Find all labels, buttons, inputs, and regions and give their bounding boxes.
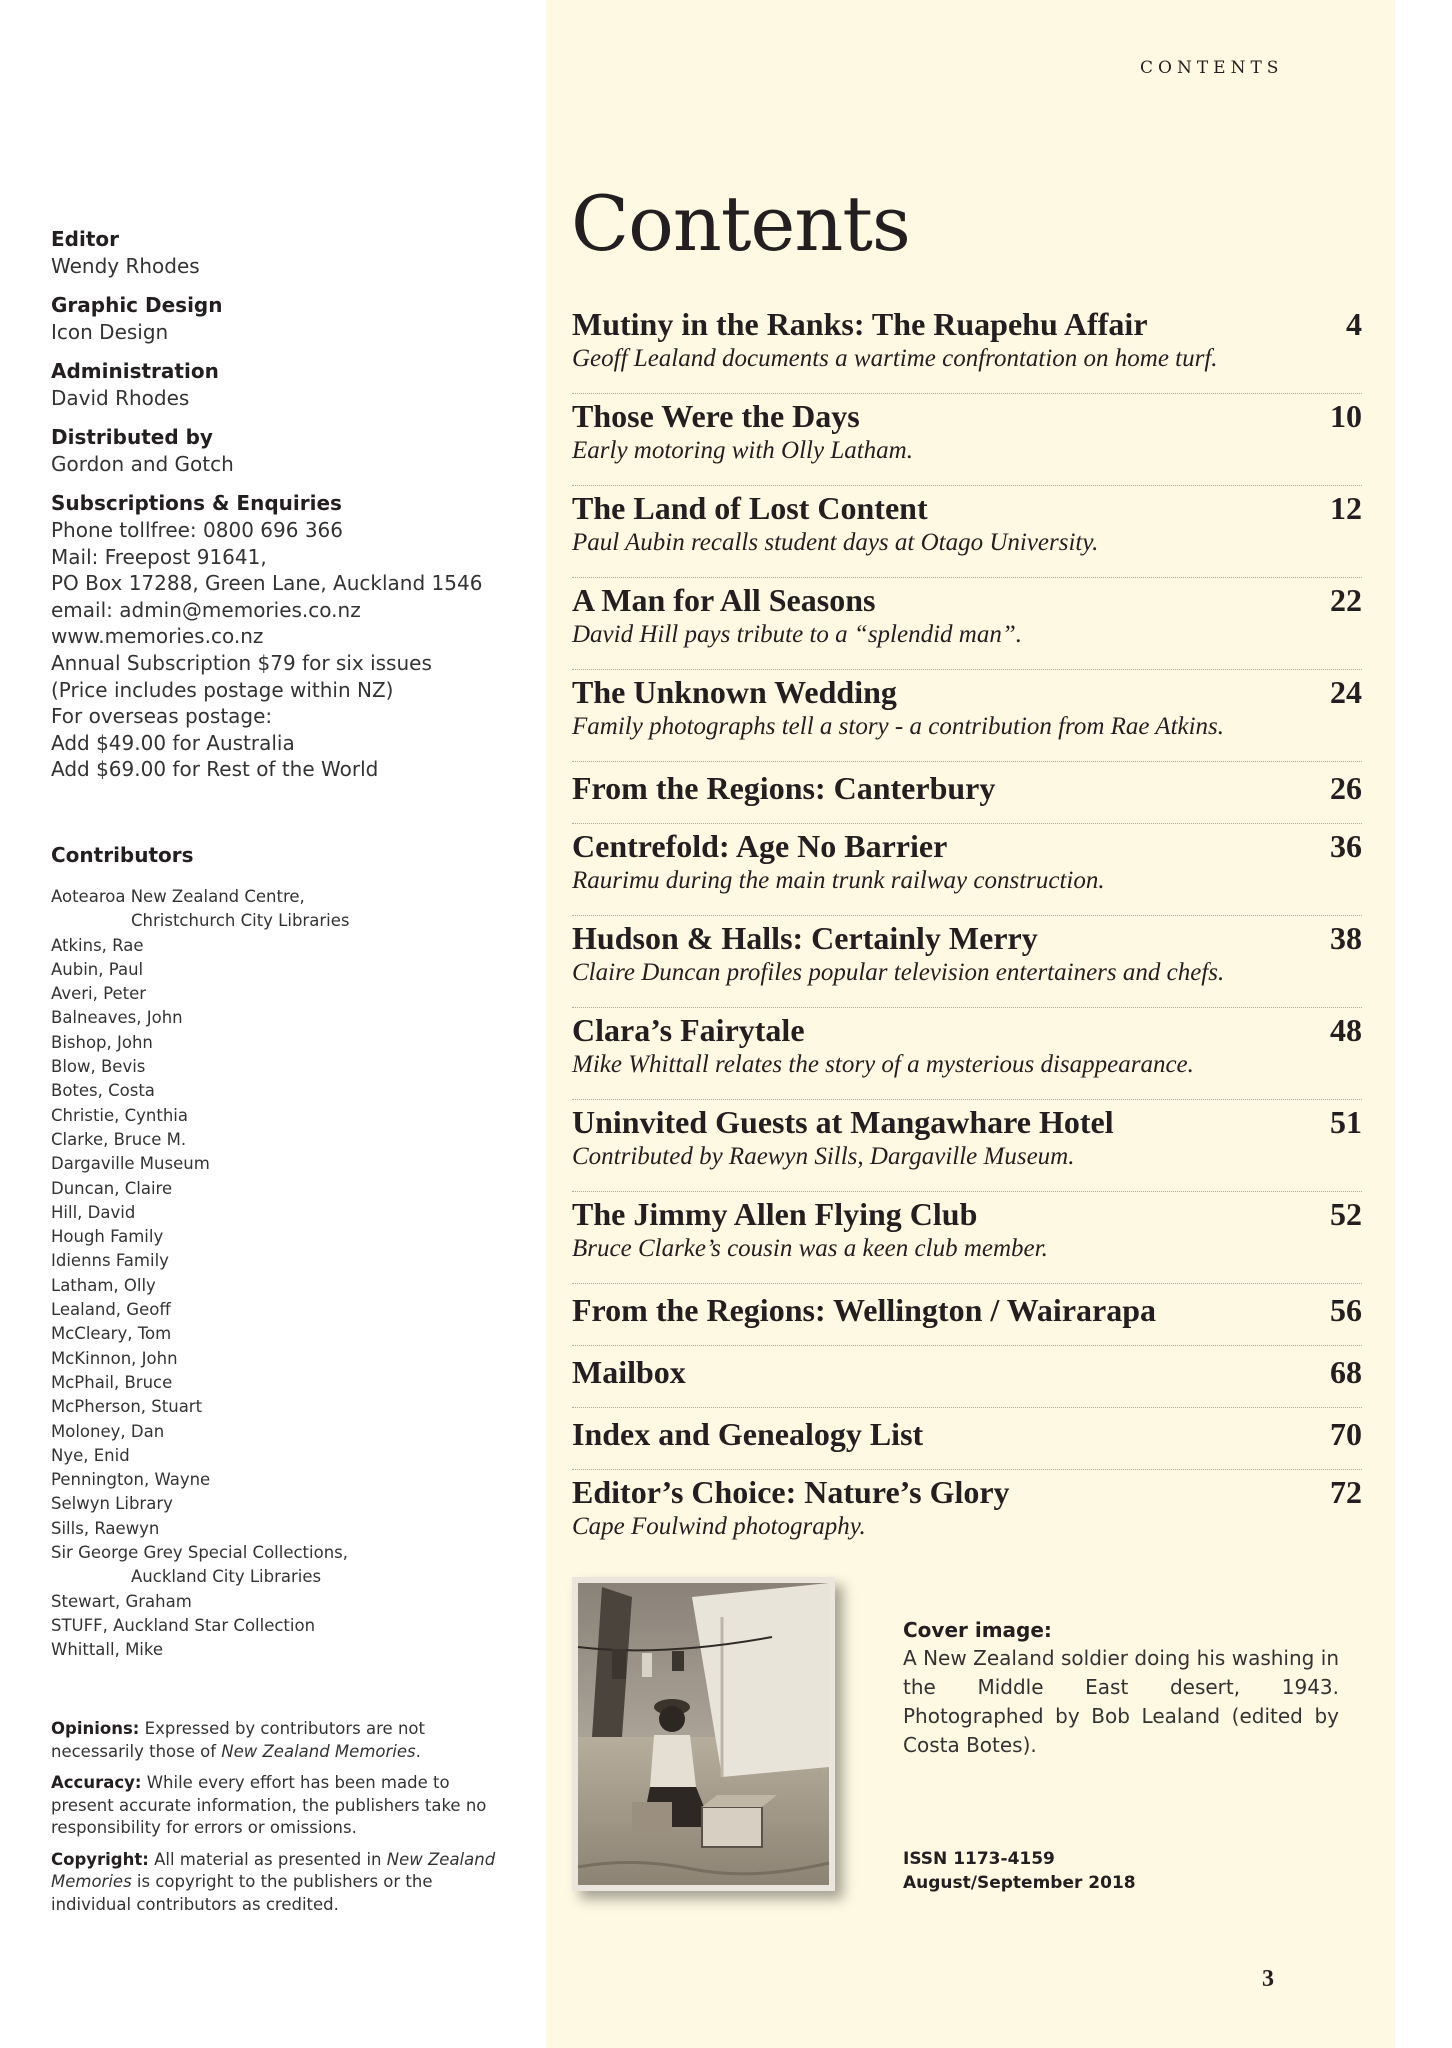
toc-entry-row (572, 1352, 1362, 1392)
contributor-name: Blow, Bevis (51, 1057, 146, 1077)
cover-photo (572, 1577, 835, 1891)
toc-entry[interactable] (572, 1408, 1362, 1470)
contributor-name: Sir George Grey Special Collections, (51, 1543, 348, 1563)
opinions-label: Opinions: (51, 1719, 140, 1738)
contributor-name: Averi, Peter (51, 984, 147, 1004)
subscriptions-details (51, 517, 511, 783)
accuracy-note (51, 1772, 501, 1840)
toc-entry-row (572, 1414, 1362, 1454)
subscription-line: www.memories.co.nz (51, 624, 264, 649)
toc-entry-title: The Unknown Wedding (572, 674, 897, 710)
editor-name: Wendy Rhodes (51, 254, 200, 278)
cover-caption (903, 1616, 1339, 1760)
issue-date: August/September 2018 (903, 1873, 1136, 1893)
subscription-line: Phone tollfree: 0800 696 366 (51, 518, 343, 542)
toc-entry-description: Paul Aubin recalls student days at Otago University. (572, 529, 1099, 556)
opinions-note (51, 1718, 501, 1763)
table-of-contents (572, 302, 1362, 1562)
contributor-name: Duncan, Claire (51, 1178, 173, 1198)
toc-entry-description: Claire Duncan profiles popular television entertainers and chefs. (572, 959, 1225, 986)
toc-entry-title: From the Regions: Canterbury (572, 770, 996, 806)
subscription-line: PO Box 17288, Green Lane, Auckland 1546 (51, 571, 483, 596)
toc-entry-row (572, 396, 1362, 436)
contributor-name: Botes, Costa (51, 1081, 155, 1101)
toc-entry-page: 51 (1330, 1104, 1362, 1140)
toc-entry-page: 26 (1330, 770, 1362, 806)
subscription-line: Add $69.00 for Rest of the World (51, 757, 379, 782)
contributor-name: Idienns Family (51, 1251, 169, 1271)
toc-entry[interactable] (572, 1470, 1362, 1562)
toc-entry-title: A Man for All Seasons (572, 582, 876, 618)
toc-entry-description: Geoff Lealand documents a wartime confrontation on home turf. (572, 345, 1218, 372)
toc-entry[interactable] (572, 1192, 1362, 1284)
subscriptions-label: Subscriptions & Enquiries (51, 491, 342, 515)
contributor-name: Selwyn Library (51, 1494, 173, 1514)
toc-entry-row (572, 1194, 1362, 1234)
toc-entry-page: 12 (1330, 490, 1362, 526)
toc-entry-description: David Hill pays tribute to a “splendid man”. (572, 621, 1022, 648)
copyright-note (51, 1849, 501, 1917)
cover-caption-label: Cover image: (903, 1618, 1052, 1642)
toc-entry-page: 10 (1330, 398, 1362, 434)
toc-entry-page: 70 (1330, 1416, 1362, 1452)
toc-entry-page: 72 (1330, 1474, 1362, 1510)
masthead (51, 226, 511, 795)
toc-entry[interactable] (572, 670, 1362, 762)
contributors-section (51, 842, 511, 1663)
toc-entry-page: 22 (1330, 582, 1362, 618)
graphic-design-label: Graphic Design (51, 293, 223, 317)
distributed-block (51, 424, 511, 478)
page-number: 3 (1262, 1966, 1274, 1992)
contributors-label: Contributors (51, 843, 194, 867)
page-title: Contents (571, 179, 910, 268)
contributor-name: Dargaville Museum (51, 1154, 210, 1174)
toc-entry-title: Editor’s Choice: Nature’s Glory (572, 1474, 1010, 1510)
toc-entry-row (572, 1010, 1362, 1050)
contributor-name: Hough Family (51, 1227, 164, 1247)
toc-entry[interactable] (572, 1346, 1362, 1408)
toc-entry-row (572, 488, 1362, 528)
toc-entry-title: Hudson & Halls: Certainly Merry (572, 920, 1038, 956)
toc-entry[interactable] (572, 1008, 1362, 1100)
toc-entry-description: Early motoring with Olly Latham. (572, 437, 913, 464)
contributor-name: McPherson, Stuart (51, 1397, 203, 1417)
toc-entry-description: Bruce Clarke’s cousin was a keen club member. (572, 1235, 1048, 1262)
contributor-name: Latham, Olly (51, 1275, 156, 1295)
issn-block (903, 1847, 1136, 1895)
distributed-name: Gordon and Gotch (51, 452, 234, 476)
contributor-name: Bishop, John (51, 1032, 153, 1052)
administration-label: Administration (51, 359, 219, 383)
subscription-line: Annual Subscription $79 for six issues (51, 650, 432, 675)
toc-entry-description: Mike Whittall relates the story of a mysterious disappearance. (572, 1051, 1194, 1078)
contributor-name: STUFF, Auckland Star Collection (51, 1615, 316, 1635)
toc-entry-page: 48 (1330, 1012, 1362, 1048)
toc-entry-row (572, 768, 1362, 808)
editor-block (51, 226, 511, 280)
administration-block (51, 358, 511, 412)
subscription-line: Mail: Freepost 91641, (51, 544, 267, 569)
toc-entry-row (572, 918, 1362, 958)
legal-notes (51, 1718, 501, 1925)
toc-entry-row (572, 1290, 1362, 1330)
copyright-end: is copyright to the publishers or the individual contributors as credited. (51, 1872, 433, 1914)
toc-entry[interactable] (572, 578, 1362, 670)
graphic-design-block (51, 292, 511, 346)
opinions-end: . (415, 1741, 421, 1761)
contributor-name: Balneaves, John (51, 1008, 183, 1028)
contributor-name: Aotearoa New Zealand Centre, (51, 887, 305, 906)
toc-entry[interactable] (572, 394, 1362, 486)
toc-entry[interactable] (572, 1284, 1362, 1346)
toc-entry-page: 4 (1346, 306, 1362, 342)
distributed-label: Distributed by (51, 425, 213, 449)
toc-entry-title: Index and Genealogy List (572, 1416, 924, 1452)
contributor-name: Whittall, Mike (51, 1640, 164, 1660)
toc-entry-row (572, 1472, 1362, 1512)
cover-caption-text: A New Zealand soldier doing his washing in the Middle East desert, 1943. Photographed by Bob Lealand (edited by Costa Botes). (903, 1646, 1339, 1757)
toc-entry-title: From the Regions: Wellington / Wairarapa (572, 1292, 1157, 1328)
opinions-text: Expressed by contributors are not necessarily those of (51, 1719, 425, 1761)
running-head: CONTENTS (1140, 58, 1284, 78)
contributor-name: Clarke, Bruce M. (51, 1129, 187, 1149)
contributor-name: Atkins, Rae (51, 935, 144, 955)
subscription-line: (Price includes postage within NZ) (51, 677, 394, 702)
contributor-name: Lealand, Geoff (51, 1300, 171, 1320)
opinions-publication: New Zealand Memories (221, 1741, 416, 1761)
subscription-line: email: admin@memories.co.nz (51, 597, 361, 622)
toc-entry-description: Raurimu during the main trunk railway construction. (572, 867, 1105, 894)
toc-entry-description: Family photographs tell a story - a contribution from Rae Atkins. (572, 713, 1225, 740)
toc-entry-title: Clara’s Fairytale (572, 1012, 805, 1048)
issn-number: ISSN 1173-4159 (903, 1849, 1055, 1869)
graphic-design-name: Icon Design (51, 320, 169, 344)
contributor-name: Auckland City Libraries (131, 1567, 322, 1587)
subscription-line: Add $49.00 for Australia (51, 730, 295, 755)
accuracy-label: Accuracy: (51, 1773, 142, 1792)
toc-entry[interactable] (572, 1100, 1362, 1192)
toc-entry-page: 56 (1330, 1292, 1362, 1328)
toc-entry-page: 38 (1330, 920, 1362, 956)
toc-entry-row (572, 672, 1362, 712)
toc-entry[interactable] (572, 486, 1362, 578)
contributor-name: Stewart, Graham (51, 1591, 192, 1611)
subscriptions-block (51, 490, 511, 783)
toc-entry-title: The Land of Lost Content (572, 490, 928, 526)
toc-entry-title: Centrefold: Age No Barrier (572, 828, 948, 864)
subscription-line: For overseas postage: (51, 704, 273, 729)
toc-entry-title: Mailbox (572, 1354, 686, 1390)
contributor-name: Sills, Raewyn (51, 1518, 160, 1538)
toc-entry-title: Uninvited Guests at Mangawhare Hotel (572, 1104, 1114, 1140)
copyright-text: All material as presented in (148, 1849, 387, 1869)
copyright-label: Copyright: (51, 1849, 149, 1869)
contributor-name: Hill, David (51, 1202, 136, 1222)
contributor-name: Pennington, Wayne (51, 1470, 211, 1490)
toc-entry-page: 68 (1330, 1354, 1362, 1390)
contributor-name: Christie, Cynthia (51, 1105, 189, 1125)
toc-entry[interactable] (572, 762, 1362, 824)
toc-entry-title: The Jimmy Allen Flying Club (572, 1196, 978, 1232)
toc-entry[interactable] (572, 916, 1362, 1008)
toc-entry-description: Contributed by Raewyn Sills, Dargaville Museum. (572, 1143, 1075, 1170)
contributor-name: McPhail, Bruce (51, 1372, 173, 1392)
toc-entry-title: Mutiny in the Ranks: The Ruapehu Affair (572, 306, 1148, 342)
contributor-name: Aubin, Paul (51, 959, 144, 979)
toc-entry[interactable] (572, 824, 1362, 916)
toc-entry-page: 52 (1330, 1196, 1362, 1232)
contributors-list (51, 885, 511, 1663)
toc-entry-page: 24 (1330, 674, 1362, 710)
administration-name: David Rhodes (51, 386, 190, 410)
contributor-name: McKinnon, John (51, 1348, 178, 1368)
toc-entry[interactable] (572, 302, 1362, 394)
toc-entry-row (572, 1102, 1362, 1142)
contributor-name: Christchurch City Libraries (131, 911, 350, 931)
toc-entry-description: Cape Foulwind photography. (572, 1513, 866, 1540)
editor-label: Editor (51, 227, 119, 251)
toc-entry-page: 36 (1330, 828, 1362, 864)
contributor-name: Nye, Enid (51, 1445, 130, 1465)
toc-entry-row (572, 580, 1362, 620)
copyright-publication: New Zealand Memories (51, 1849, 496, 1891)
accuracy-text: While every effort has been made to present accurate information, the publishers take no responsibility for errors or omissions. (51, 1773, 487, 1837)
toc-entry-title: Those Were the Days (572, 398, 860, 434)
contributor-name: Moloney, Dan (51, 1421, 165, 1441)
toc-entry-row (572, 826, 1362, 866)
contributor-name: McCleary, Tom (51, 1324, 172, 1344)
toc-entry-row (572, 304, 1362, 344)
